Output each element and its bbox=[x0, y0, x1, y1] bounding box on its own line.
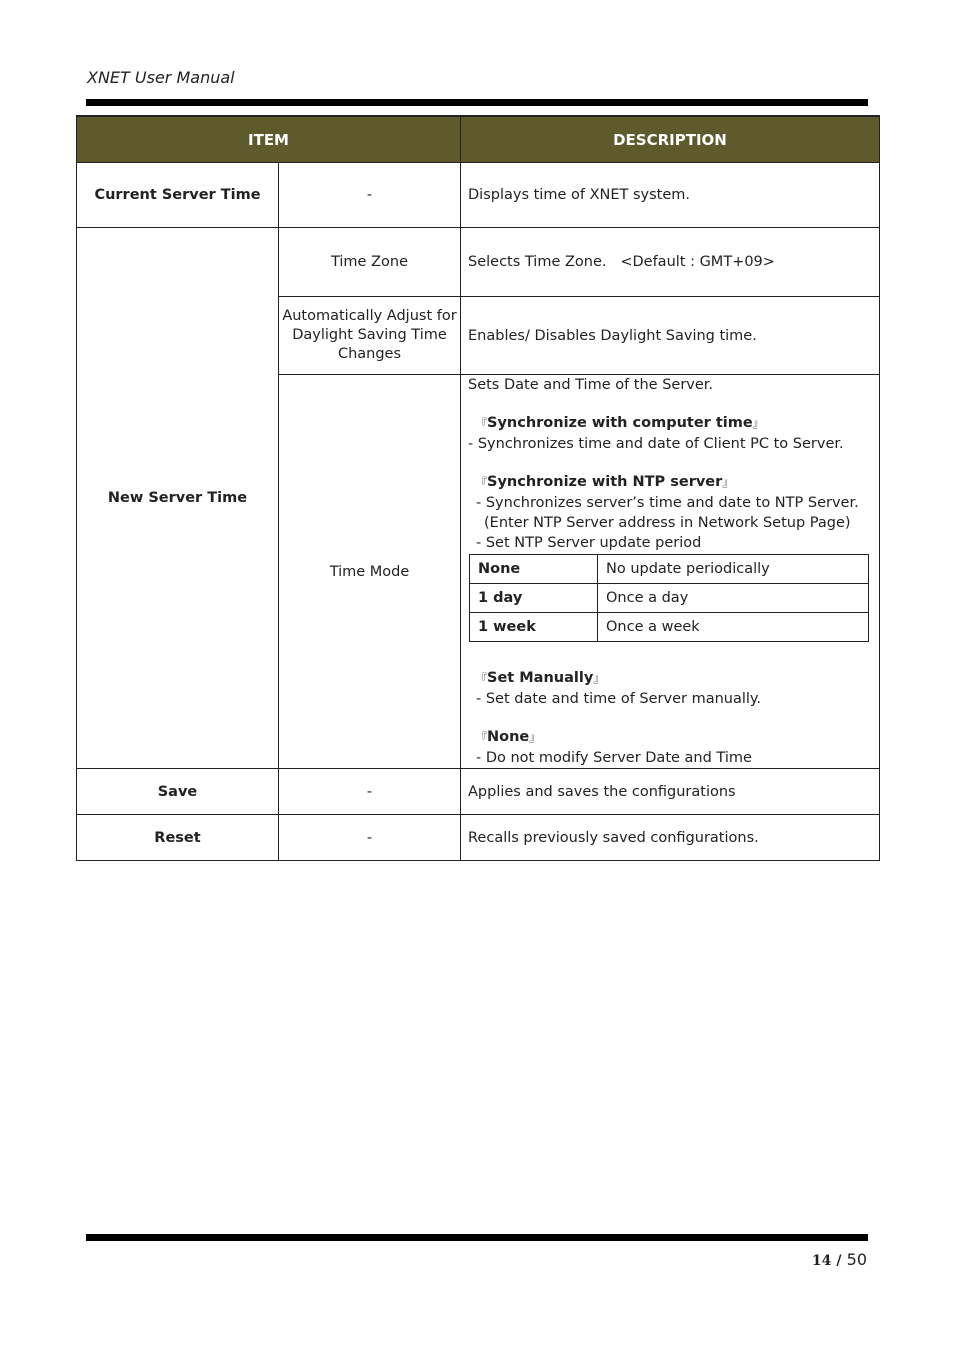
table-row bbox=[77, 163, 880, 228]
none-line: - Do not modify Server Date and Time bbox=[476, 750, 752, 766]
row-desc-time-zone: Selects Time Zone. <Default : GMT+09> bbox=[461, 228, 880, 297]
column-header-description: DESCRIPTION bbox=[461, 116, 880, 163]
row-sub-daylight-saving: Automatically Adjust for Daylight Saving Time Changes bbox=[279, 297, 461, 375]
row-sub-current-server-time: - bbox=[279, 163, 461, 228]
period-key: 1 day bbox=[470, 584, 598, 613]
row-sub-reset: - bbox=[279, 815, 461, 861]
row-desc-current-server-time: Displays time of XNET system. bbox=[461, 163, 880, 228]
page-separator: / bbox=[836, 1253, 842, 1269]
row-label-save: Save bbox=[77, 769, 279, 815]
period-key: 1 week bbox=[470, 613, 598, 642]
table-row bbox=[77, 769, 880, 815]
row-label-reset: Reset bbox=[77, 815, 279, 861]
row-desc-save: Applies and saves the configurations bbox=[461, 769, 880, 815]
period-value: Once a week bbox=[598, 613, 869, 642]
row-desc-daylight-saving: Enables/ Disables Daylight Saving time. bbox=[461, 297, 880, 375]
footer-rule bbox=[86, 1234, 868, 1241]
set-manually-title: Set Manually bbox=[487, 670, 594, 686]
row-desc-reset: Recalls previously saved configurations. bbox=[461, 815, 880, 861]
sync-computer-line: - Synchronizes time and date of Client PC to Server. bbox=[468, 436, 844, 452]
table-row bbox=[77, 815, 880, 861]
settings-table bbox=[76, 115, 880, 861]
document-header-title: XNET User Manual bbox=[87, 68, 235, 87]
time-mode-intro: Sets Date and Time of the Server. bbox=[468, 377, 714, 393]
bracket-open: 『 bbox=[476, 672, 487, 685]
ntp-period-table bbox=[469, 554, 869, 642]
sync-ntp-line1: - Synchronizes server’s time and date to NTP Server. bbox=[476, 495, 859, 511]
row-label-new-server-time: New Server Time bbox=[77, 228, 279, 769]
none-title: None bbox=[487, 729, 530, 745]
bracket-close: 』 bbox=[593, 672, 605, 685]
table-row bbox=[470, 584, 869, 613]
table-row bbox=[470, 555, 869, 584]
sync-ntp-line2: (Enter NTP Server address in Network Setup Page) bbox=[484, 515, 851, 531]
row-sub-time-zone: Time Zone bbox=[279, 228, 461, 297]
row-sub-time-mode: Time Mode bbox=[279, 375, 461, 769]
table-header-row bbox=[77, 116, 880, 163]
sync-ntp-title: Synchronize with NTP server bbox=[487, 474, 723, 490]
set-manually-line: - Set date and time of Server manually. bbox=[476, 691, 762, 707]
table-row bbox=[77, 228, 880, 297]
time-mode-description bbox=[461, 375, 880, 769]
sync-computer-title: Synchronize with computer time bbox=[487, 415, 753, 431]
bracket-open: 『 bbox=[476, 476, 487, 489]
page-total: 50 bbox=[846, 1250, 867, 1269]
period-key: None bbox=[470, 555, 598, 584]
bracket-close: 』 bbox=[722, 476, 734, 489]
page-number bbox=[812, 1250, 867, 1269]
column-header-item: ITEM bbox=[77, 116, 461, 163]
page-current: 14 bbox=[811, 1253, 832, 1269]
bracket-open: 『 bbox=[476, 417, 487, 430]
period-value: No update periodically bbox=[598, 555, 869, 584]
bracket-close: 』 bbox=[529, 731, 541, 744]
header-rule bbox=[86, 99, 868, 106]
bracket-close: 』 bbox=[752, 417, 764, 430]
row-label-current-server-time: Current Server Time bbox=[77, 163, 279, 228]
table-row bbox=[470, 613, 869, 642]
row-sub-save: - bbox=[279, 769, 461, 815]
sync-ntp-line3: - Set NTP Server update period bbox=[476, 535, 702, 551]
period-value: Once a day bbox=[598, 584, 869, 613]
bracket-open: 『 bbox=[476, 731, 487, 744]
